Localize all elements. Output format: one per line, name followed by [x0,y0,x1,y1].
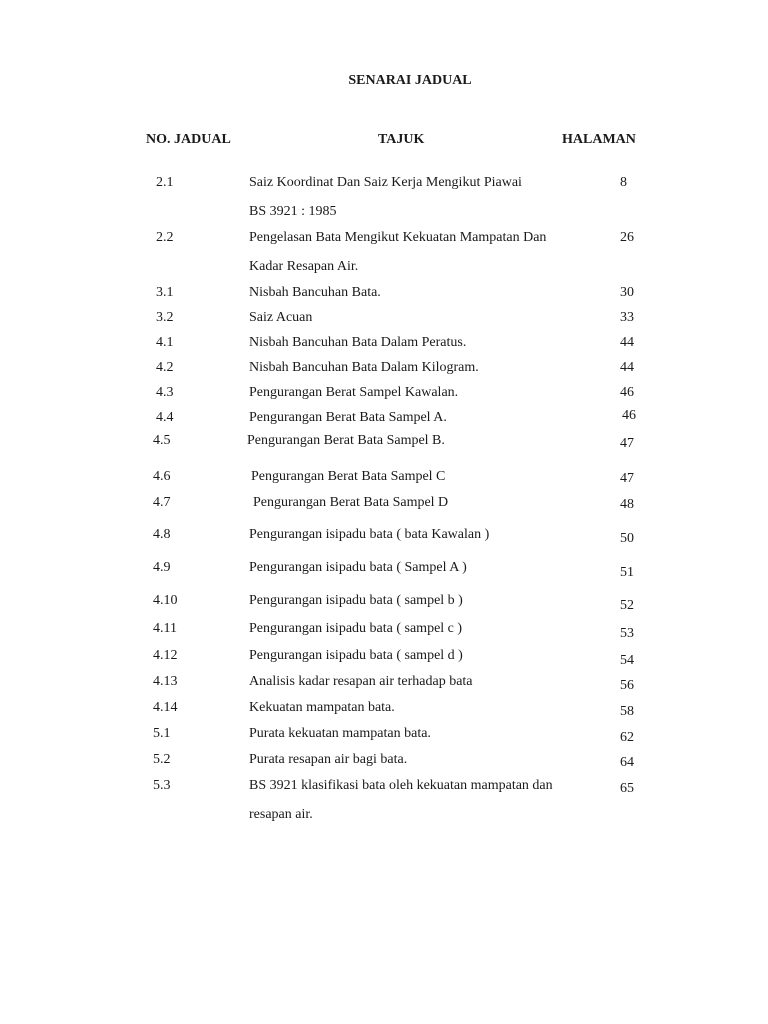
table-row [0,726,768,745]
table-title [249,410,447,426]
table-page-number: 44 [620,335,634,350]
table-title-line2: BS 3921 : 1985 [249,204,337,219]
table-title [249,175,522,220]
table-row [0,621,768,641]
table-number: 4.12 [153,648,178,663]
table-title-line: Pengurangan Berat Bata Sampel A. [249,410,447,425]
table-title-line: Purata resapan air bagi bata. [249,752,408,767]
table-number: 3.1 [156,285,174,300]
table-row [0,385,768,400]
table-title-line: Pengurangan Berat Bata Sampel D [253,495,449,510]
table-title-line: Nisbah Bancuhan Bata Dalam Peratus. [249,335,467,350]
table-title-line: BS 3921 klasifikasi bata oleh kekuatan mampatan dan [249,778,553,793]
table-title [249,230,546,275]
table-number: 4.1 [156,335,174,350]
table-title [249,593,463,609]
table-number: 4.2 [156,360,174,375]
page-title: SENARAI JADUAL [348,73,472,88]
table-title-line: Pengurangan Berat Sampel Kawalan. [249,385,459,400]
table-page-number: 46 [620,385,634,400]
table-page-number: 52 [620,598,634,613]
table-title [249,360,479,376]
table-title [249,752,407,768]
table-title [253,495,448,511]
table-page-number: 30 [620,285,634,300]
table-page-number: 51 [620,565,634,580]
table-number: 4.3 [156,385,174,400]
table-row [0,310,768,325]
table-number: 4.6 [153,469,171,484]
table-number: 4.5 [153,433,171,448]
table-row [0,674,768,693]
table-page-number: 46 [622,408,636,423]
table-title-line: Pengurangan isipadu bata ( bata Kawalan ) [249,527,490,542]
table-page-number: 44 [620,360,634,375]
table-row [0,752,768,770]
table-title-line: Pengurangan isipadu bata ( sampel b ) [249,593,463,608]
table-row [0,648,768,668]
table-number: 4.4 [156,410,174,425]
table-title-line: Pengelasan Bata Mengikut Kekuatan Mampatan Dan [249,230,547,245]
table-title [249,700,395,716]
table-title-line: Pengurangan isipadu bata ( sampel d ) [249,648,463,663]
table-row [0,593,768,613]
table-row [0,433,768,451]
table-row [0,495,768,512]
table-row [0,700,768,719]
table-title-line: Pengurangan isipadu bata ( sampel c ) [249,621,463,636]
table-title [249,310,312,326]
table-page-number: 26 [620,230,634,245]
table-number: 4.14 [153,700,178,715]
table-page-number: 64 [620,755,634,770]
table-title [249,560,467,576]
table-number: 4.11 [153,621,177,636]
table-page-number: 47 [620,436,634,451]
table-title-line: Saiz Acuan [249,310,313,325]
table-title [249,648,463,664]
table-page-number: 50 [620,531,634,546]
table-row [0,285,768,300]
table-row [0,175,768,219]
table-number: 4.13 [153,674,178,689]
table-title [249,285,381,301]
header-no-jadual: NO. JADUAL [146,132,231,147]
table-title [249,335,466,351]
table-title [249,778,553,823]
table-title [249,726,431,742]
table-page-number: 33 [620,310,634,325]
table-number: 3.2 [156,310,174,325]
table-page-number: 56 [620,678,634,693]
table-number: 4.7 [153,495,171,510]
table-title [251,469,445,485]
table-title [247,433,445,449]
table-title-line2: resapan air. [249,807,313,822]
table-number: 4.10 [153,593,178,608]
table-page-number: 54 [620,653,634,668]
table-title-line: Saiz Koordinat Dan Saiz Kerja Mengikut Piawai [249,175,522,190]
table-row [0,360,768,375]
table-row [0,408,768,425]
table-title-line: Pengurangan Berat Bata Sampel B. [247,433,445,448]
table-row [0,778,768,822]
table-title-line: Nisbah Bancuhan Bata. [249,285,381,300]
table-page-number: 8 [620,175,627,190]
table-row [0,527,768,546]
table-title [249,674,473,690]
header-tajuk: TAJUK [378,132,425,147]
table-row [0,560,768,580]
table-title-line2: Kadar Resapan Air. [249,259,359,274]
table-row [0,230,768,274]
table-row [0,335,768,350]
table-title [249,621,462,637]
table-title-line: Nisbah Bancuhan Bata Dalam Kilogram. [249,360,479,375]
table-number: 2.2 [156,230,174,245]
table-page-number: 58 [620,704,634,719]
table-number: 2.1 [156,175,174,190]
table-page-number: 47 [620,471,634,486]
table-number: 5.1 [153,726,171,741]
table-row [0,469,768,486]
table-page-number: 62 [620,730,634,745]
table-number: 5.3 [153,778,171,793]
table-page-number: 48 [620,497,634,512]
table-title [249,385,458,401]
table-title [249,527,489,543]
table-title-line: Pengurangan Berat Bata Sampel C [251,469,446,484]
table-number: 5.2 [153,752,171,767]
table-title-line: Pengurangan isipadu bata ( Sampel A ) [249,560,467,575]
table-title-line: Analisis kadar resapan air terhadap bata [249,674,473,689]
table-number: 4.9 [153,560,171,575]
table-title-line: Kekuatan mampatan bata. [249,700,395,715]
table-page-number: 53 [620,626,634,641]
header-halaman: HALAMAN [562,132,636,147]
table-number: 4.8 [153,527,171,542]
table-title-line: Purata kekuatan mampatan bata. [249,726,431,741]
table-page-number: 65 [620,781,634,796]
